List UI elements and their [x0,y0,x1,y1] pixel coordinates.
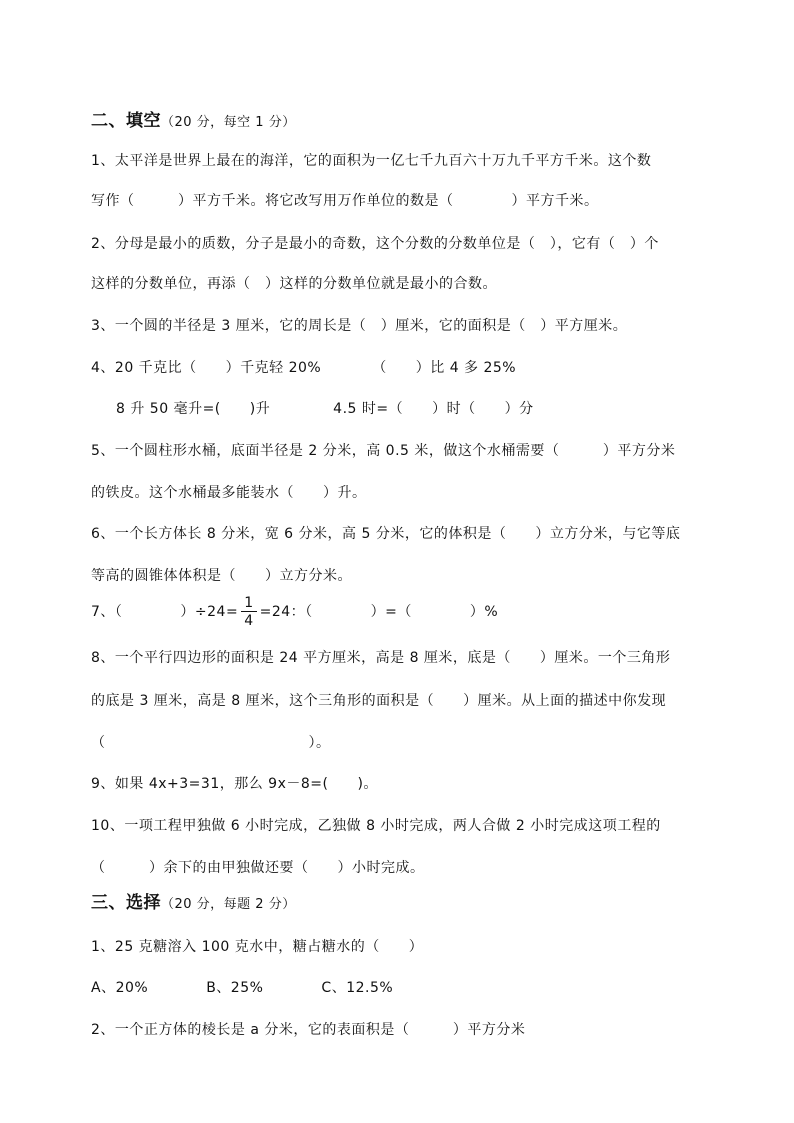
question-7-start: 7、（ ）÷24= [91,604,239,620]
question-7-end: =24：（ ）=（ ）% [259,604,499,620]
question-5-line-2: 的铁皮。这个水桶最多能装水（ ）升。 [91,485,367,501]
choice-question-2: 2、一个正方体的棱长是 a 分米，它的表面积是（ ）平方分米 [91,1022,526,1038]
question-6-line-2: 等高的圆锥体体积是（ ）立方分米。 [91,568,352,584]
section-title: 三、选择 [91,893,161,913]
choice-question-1-options: A、20% B、25% C、12.5% [91,980,394,996]
question-5-line-1: 5、一个圆柱形水桶，底面半径是 2 分米，高 0.5 米，做这个水桶需要（ ）平方分米 [91,443,676,459]
fraction-numerator: 1 [241,596,256,612]
question-2-line-2: 这样的分数单位，再添（ ）这样的分数单位就是最小的合数。 [91,276,497,292]
fraction-denominator: 4 [244,613,254,629]
question-6-line-1: 6、一个长方体长 8 分米，宽 6 分米，高 5 分米，它的体积是（ ）立方分米，与它等底 [91,526,681,542]
question-8-line-1: 8、一个平行四边形的面积是 24 平方厘米，高是 8 厘米，底是（ ）厘米。一个三角形 [91,650,671,666]
question-8-line-3: （ ）。 [91,735,331,751]
section-note: （20 分，每题 2 分） [161,897,296,912]
question-8-line-2: 的底是 3 厘米，高是 8 厘米，这个三角形的面积是（ ）厘米。从上面的描述中你发现 [91,693,667,709]
choice-question-1: 1、25 克糖溶入 100 克水中，糖占糖水的（ ） [91,939,424,955]
question-1-line-2: 写作（ ）平方千米。将它改写用万作单位的数是（ ）平方千米。 [91,193,599,209]
question-1-line-1: 1、太平洋是世界上最在的海洋，它的面积为一亿七千九百六十万九千平方千米。这个数 [91,153,652,169]
question-10-line-2: （ ）余下的由甲独做还要（ ）小时完成。 [91,860,425,876]
section-note: （20 分，每空 1 分） [161,115,296,130]
section-heading-fill [91,106,296,131]
question-7 [91,596,498,628]
fraction-one-quarter [241,596,256,628]
question-2-line-1: 2、分母是最小的质数，分子是最小的奇数，这个分数的分数单位是（ ），它有（ ）个 [91,236,659,252]
section-heading-choice [91,888,296,913]
question-4-line-2: 8 升 50 毫升=( )升 4.5 时=（ ）时（ ）分 [116,401,534,417]
question-10-line-1: 10、一项工程甲独做 6 小时完成，乙独做 8 小时完成，两人合做 2 小时完成这项工程的 [91,818,661,834]
question-4-line-1: 4、20 千克比（ ）千克轻 20% （ ）比 4 多 25% [91,360,517,376]
question-3: 3、一个圆的半径是 3 厘米，它的周长是（ ）厘米，它的面积是（ ）平方厘米。 [91,318,628,334]
question-9: 9、如果 4x+3=31，那么 9x－8=( )。 [91,776,378,792]
section-title: 二、填空 [91,111,161,131]
